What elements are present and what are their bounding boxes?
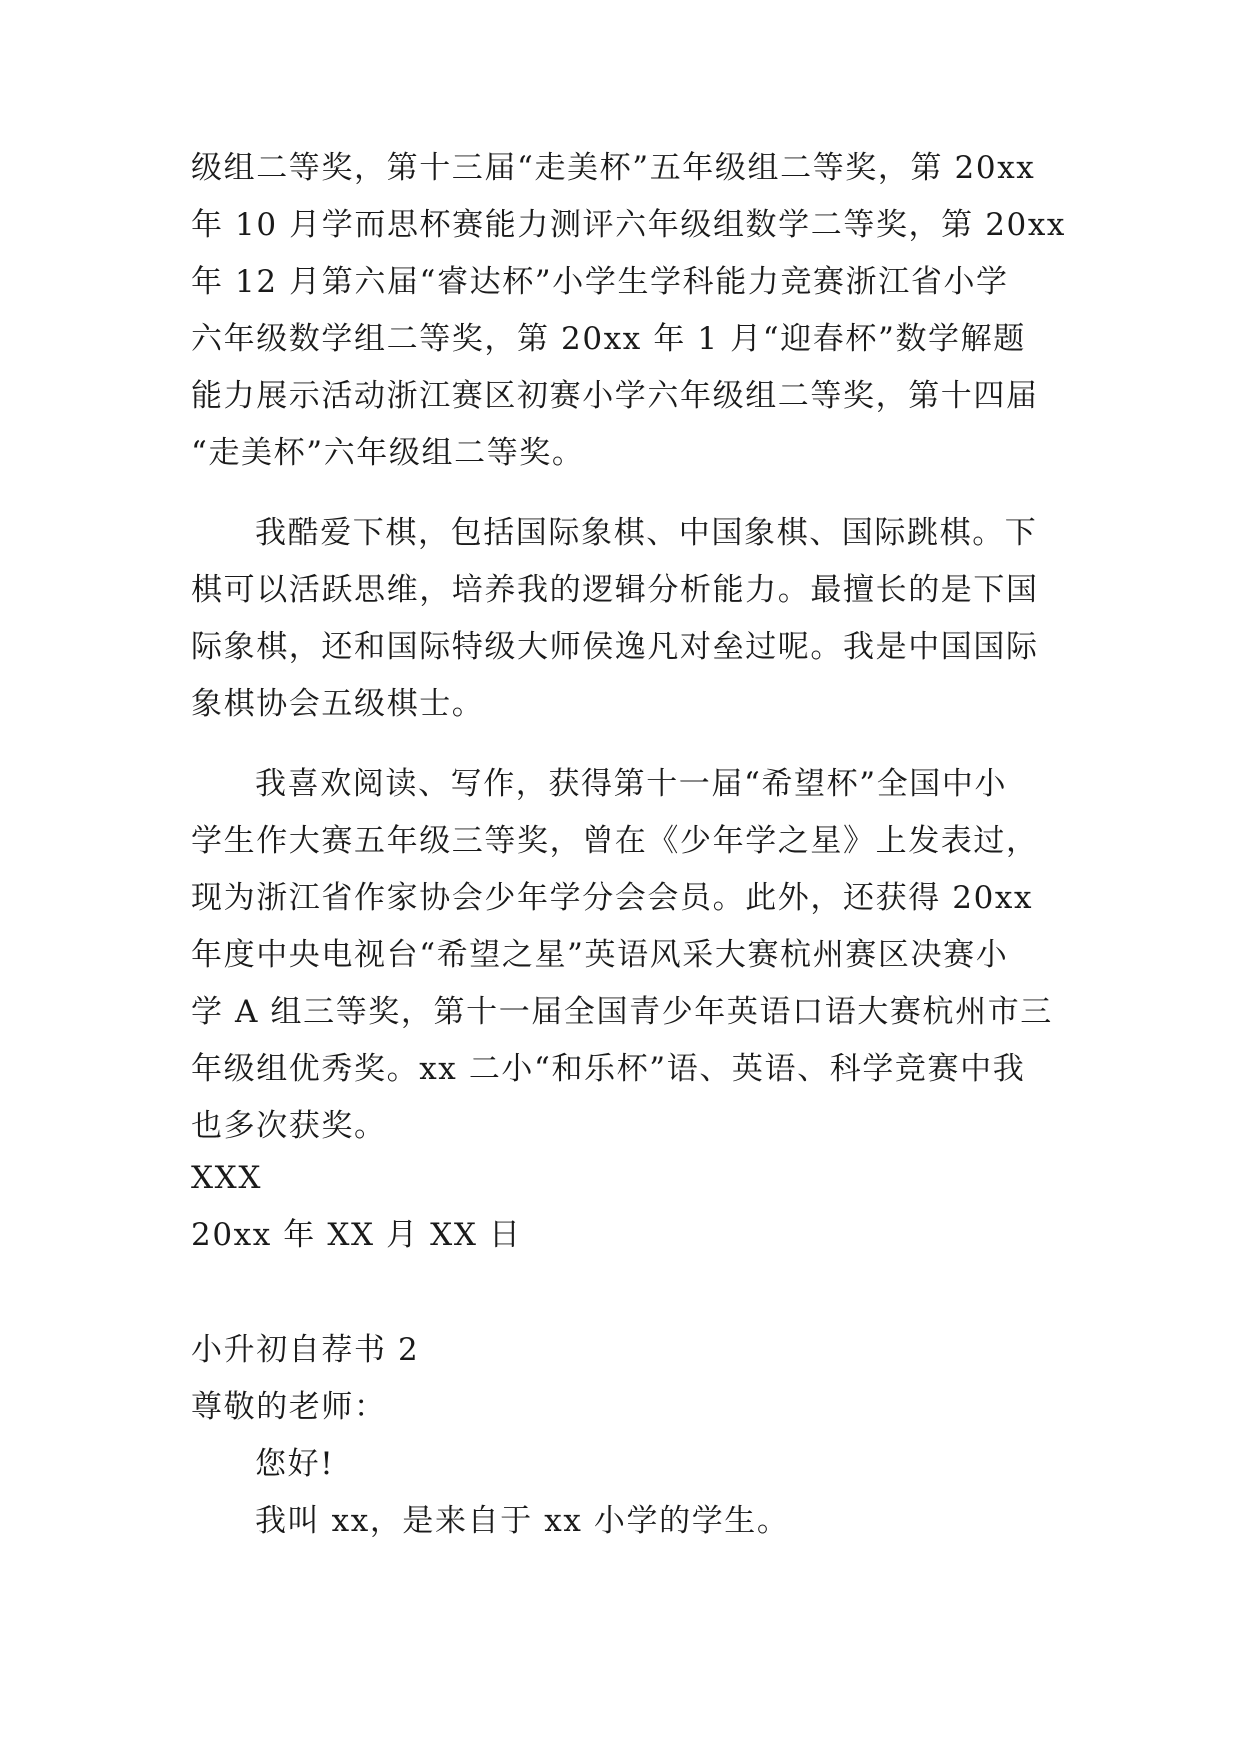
- text-line: 学 A 组三等奖，第十一届全国青少年英语口语大赛杭州市三: [191, 994, 1053, 1030]
- signature-date: 20xx 年 XX 月 XX 日: [191, 1217, 522, 1253]
- paragraph-chess: [191, 505, 1051, 733]
- section-title: 小升初自荐书 2: [191, 1332, 420, 1368]
- text-line: 级组二等奖，第十三届“走美杯”五年级组二等奖，第 20xx: [191, 150, 1036, 186]
- section-2: [191, 1322, 1051, 1550]
- text-line: 际象棋，还和国际特级大师侯逸凡对垒过呢。我是中国国际: [191, 629, 1039, 665]
- text-line: 年级组优秀奖。xx 二小“和乐杯”语、英语、科学竞赛中我: [191, 1051, 1026, 1087]
- greeting: 您好!: [255, 1446, 335, 1482]
- text-line: 棋可以活跃思维，培养我的逻辑分析能力。最擅长的是下国: [191, 572, 1039, 608]
- salutation: 尊敬的老师：: [191, 1389, 387, 1425]
- text-line: 我喜欢阅读、写作，获得第十一届“希望杯”全国中小: [255, 766, 1008, 802]
- text-line: 学生作大赛五年级三等奖，曾在《少年学之星》上发表过，: [191, 823, 1039, 859]
- text-line: 年度中央电视台“希望之星”英语风采大赛杭州赛区决赛小: [191, 937, 1009, 973]
- text-line: 年 12 月第六届“睿达杯”小学生学科能力竞赛浙江省小学: [191, 264, 1009, 300]
- text-line: 六年级数学组二等奖，第 20xx 年 1 月“迎春杯”数学解题: [191, 321, 1026, 357]
- signature: [191, 1150, 1051, 1264]
- paragraph-reading: [191, 756, 1051, 1155]
- paragraph-awards-continued: [191, 140, 1067, 482]
- text-line: 能力展示活动浙江赛区初赛小学六年级组二等奖，第十四届: [191, 378, 1039, 414]
- text-line: 我酷爱下棋，包括国际象棋、中国象棋、国际跳棋。下: [255, 515, 1038, 551]
- signature-name: XXX: [191, 1160, 263, 1196]
- text-line: 象棋协会五级棋士。: [191, 686, 485, 722]
- text-line: 也多次获奖。: [191, 1108, 387, 1144]
- intro-line: 我叫 xx，是来自于 xx 小学的学生。: [255, 1503, 790, 1539]
- text-line: 年 10 月学而思杯赛能力测评六年级组数学二等奖，第 20xx: [191, 207, 1067, 243]
- text-line: 现为浙江省作家协会少年学分会会员。此外，还获得 20xx: [191, 880, 1034, 916]
- text-line: “走美杯”六年级组二等奖。: [191, 435, 585, 471]
